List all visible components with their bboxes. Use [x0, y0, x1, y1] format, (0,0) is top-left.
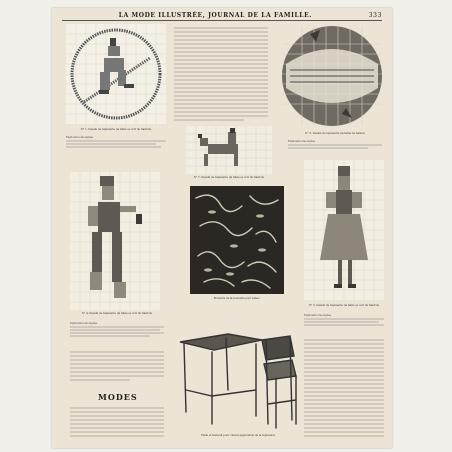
embroidery-pattern — [190, 186, 284, 294]
modes-heading: MODES — [98, 392, 138, 402]
rider-pattern — [186, 126, 272, 174]
caption-fig1: N° 1. Dessin de tapisserie (la table se voit du Santon) — [80, 128, 152, 131]
legend-fig4: Explication des signes — [70, 322, 98, 325]
legend-lines-fig4 — [70, 325, 164, 341]
doll-pattern — [304, 160, 384, 300]
legend-fig3: Explication des signes — [288, 140, 316, 143]
caption-fig7: N° 7. Dessin de tapisserie (la table se voit du Santon) — [193, 176, 265, 179]
page-header — [62, 10, 382, 21]
text-column-modes — [70, 406, 164, 442]
soldier-pattern — [70, 172, 160, 310]
legend-lines-fig1 — [66, 139, 166, 149]
journal-title: LA MODE ILLUSTRÉE, JOURNAL DE LA FAMILLE. — [118, 11, 312, 19]
legend-lines-fig5 — [304, 317, 384, 329]
caption-embroidery: Broderie de la nouvelle pour tabac. — [213, 297, 261, 300]
clown-circle-pattern — [66, 24, 166, 124]
text-column-lower-left — [70, 350, 164, 386]
furniture-illustration — [176, 320, 300, 432]
legend-fig1: Explication des signes — [66, 136, 94, 139]
caption-fig3: N° 3. Dessin de tapisserie (la table de ballon) — [305, 132, 365, 135]
ball-pattern — [280, 24, 384, 128]
text-column-lower-right — [304, 338, 384, 442]
caption-furniture: Table et fauteuil pour cheval application de la tapisserie — [200, 434, 276, 437]
text-column-top — [174, 26, 268, 126]
caption-fig4: N° 4. Dessin de tapisserie (la table se voit du Santon) — [81, 312, 153, 315]
caption-fig5: N° 5. Dessin de tapisserie (la table se voit du Santon) — [308, 304, 380, 307]
legend-fig5: Explication des signes — [304, 314, 332, 317]
page-number: 333 — [368, 11, 382, 19]
legend-lines-fig3 — [288, 143, 382, 151]
